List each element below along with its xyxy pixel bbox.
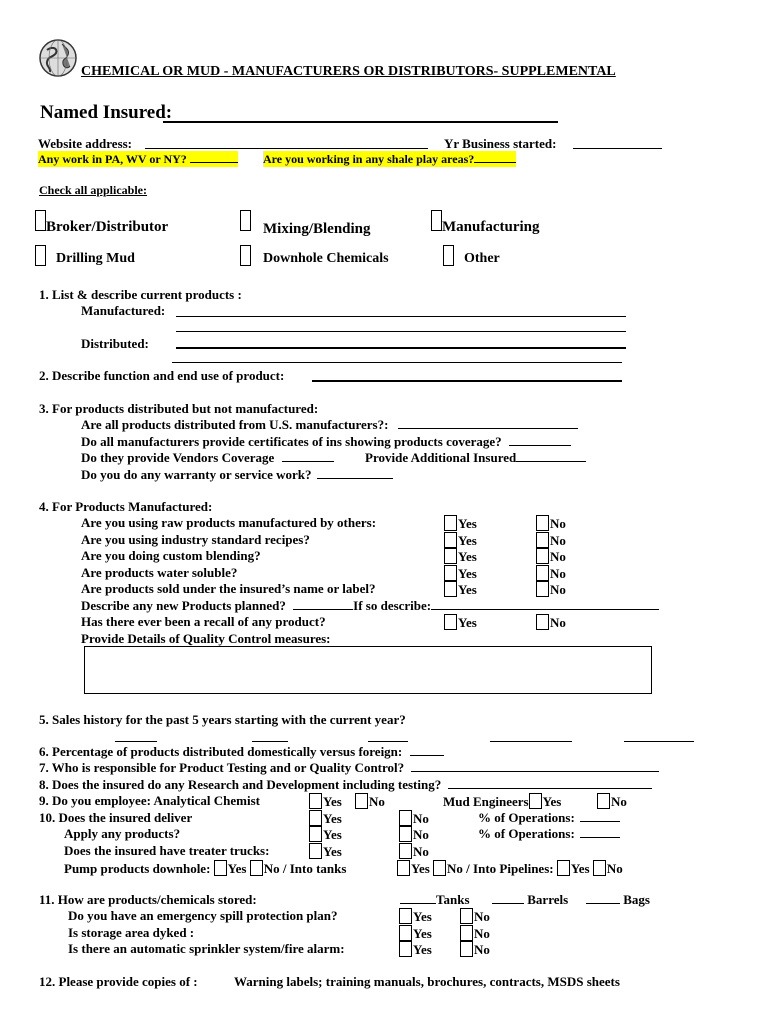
q3b: Do all manufacturers provide certificates of ins showing products coverage? [81,434,571,449]
q1-label: 1. List & describe current products : [39,287,242,302]
q4g-no-checkbox[interactable] [536,614,549,630]
apply-ops: % of Operations: [478,826,620,841]
storage-bags: Bags [586,892,650,907]
q4h: Provide Details of Quality Control measures: [81,631,331,646]
barrels-field[interactable] [492,892,524,904]
apply-ops-field[interactable] [580,826,620,838]
q7-field[interactable] [411,760,659,772]
other-checkbox[interactable] [443,245,454,266]
manufactured-field-2[interactable] [176,331,626,332]
sprinkler-yes-checkbox[interactable] [399,941,412,957]
q5-field-1[interactable] [115,741,157,742]
sprinkler-no[interactable]: No [460,941,490,957]
q11-label: 11. How are products/chemicals stored: [39,892,257,907]
q10-no[interactable]: No [399,810,429,826]
distributed-field-1[interactable] [176,347,626,349]
q5-label: 5. Sales history for the past 5 years starting with the current year? [39,712,406,727]
named-insured-label: Named Insured: [40,102,173,123]
q12-items: Warning labels; training manuals, brochures, contracts, MSDS sheets [234,974,620,989]
q5-field-4[interactable] [490,741,572,742]
treater-label: Does the insured have treater trucks: [64,843,270,858]
downhole-option[interactable]: Downhole Chemicals [240,245,389,270]
treater-yes-checkbox[interactable] [309,843,322,859]
globe-logo [38,38,78,78]
q4a-yes-checkbox[interactable] [444,515,457,531]
tanks-row: Yes No / Into Pipelines: Yes No [397,860,623,876]
downhole-checkbox[interactable] [240,245,251,266]
website-field[interactable] [145,148,428,149]
sprinkler-label: Is there an automatic sprinkler system/fire alarm: [68,941,345,956]
q4a-no[interactable]: No [536,515,566,531]
dyked-yes[interactable]: Yes [399,925,432,941]
other-option[interactable]: Other [443,245,500,270]
q4c-yes-checkbox[interactable] [444,548,457,564]
q6-field[interactable] [410,744,444,756]
q2-field[interactable] [312,380,622,382]
q4e-yes[interactable]: Yes [444,581,477,597]
q9-no-checkbox[interactable] [355,793,368,809]
spill-yes[interactable]: Yes [399,908,432,924]
q4f2-field[interactable] [431,598,659,610]
q4d: Are products water soluble? [81,565,238,580]
q4b-no[interactable]: No [536,532,566,548]
q9-yes[interactable]: Yes [309,793,342,809]
storage-tanks: Tanks [400,892,470,907]
q3c2-field[interactable] [516,450,586,462]
quality-control-box[interactable] [84,646,652,694]
q4e-yes-checkbox[interactable] [444,581,457,597]
sprinkler-no-checkbox[interactable] [460,941,473,957]
q5-field-3[interactable] [368,741,408,742]
mud-no[interactable]: No [597,793,627,809]
q3-label: 3. For products distributed but not manufactured: [39,401,319,416]
tanks-field[interactable] [400,892,436,904]
q3a-field[interactable] [398,417,578,429]
q4e: Are products sold under the insured’s name or label? [81,581,376,596]
apply-label: Apply any products? [64,826,181,841]
named-insured-field[interactable] [163,121,558,123]
treater-no[interactable]: No [399,843,429,859]
apply-yes-checkbox[interactable] [309,826,322,842]
q4d-no[interactable]: No [536,565,566,581]
pump-row: Pump products downhole: Yes No / Into tanks [64,861,347,876]
mud-yes-checkbox[interactable] [529,793,542,809]
broker-checkbox[interactable] [35,210,46,231]
pipelines-no-checkbox[interactable] [593,860,606,876]
q3b-field[interactable] [509,434,571,446]
pump-yes-checkbox[interactable] [214,860,227,876]
q3d: Do you do any warranty or service work? [81,467,393,482]
apply-yes[interactable]: Yes [309,826,342,842]
shale-question: Are you working in any shale play areas? [263,151,516,167]
q4c-yes[interactable]: Yes [444,548,477,564]
q8-field[interactable] [448,777,652,789]
dyked-no-checkbox[interactable] [460,925,473,941]
q4a-yes[interactable]: Yes [444,515,477,531]
q4c: Are you doing custom blending? [81,548,261,563]
pump-no-checkbox[interactable] [250,860,263,876]
q10-ops-field[interactable] [580,810,620,822]
storage-barrels: Barrels [492,892,568,907]
distributed-field-2[interactable] [172,362,622,363]
q4b-yes-checkbox[interactable] [444,532,457,548]
q4b-no-checkbox[interactable] [536,532,549,548]
drilling-checkbox[interactable] [35,245,46,266]
q4a: Are you using raw products manufactured by others: [81,515,377,530]
q3c: Do they provide Vendors Coverage [81,450,334,465]
q8-label: 8. Does the insured do any Research and Development including testing? [39,777,652,792]
dyked-label: Is storage area dyked : [68,925,195,940]
q3c2: Provide Additional Insured [365,450,586,465]
q10-yes[interactable]: Yes [309,810,342,826]
pa-question: Any work in PA, WV or NY? [38,151,238,167]
page-title: CHEMICAL OR MUD - MANUFACTURERS OR DISTRIBUTORS- SUPPLEMENTAL [81,64,616,79]
manufactured-field-1[interactable] [176,316,626,317]
spill-yes-checkbox[interactable] [399,908,412,924]
q4f: Describe any new Products planned? If so describe: [81,598,659,613]
yr-business-label: Yr Business started: [444,136,557,151]
q9-yes-checkbox[interactable] [309,793,322,809]
q4b-yes[interactable]: Yes [444,532,477,548]
yr-business-field[interactable] [573,148,662,149]
q4d-no-checkbox[interactable] [536,565,549,581]
q10-yes-checkbox[interactable] [309,810,322,826]
q4e-no[interactable]: No [536,581,566,597]
q9-no[interactable]: No [355,793,385,809]
dyked-yes-checkbox[interactable] [399,925,412,941]
manufacturing-option[interactable]: Manufacturing [431,210,540,238]
q4b: Are you using industry standard recipes? [81,532,310,547]
q4d-yes[interactable]: Yes [444,565,477,581]
q9-label: 9. Do you employee: Analytical Chemist [39,793,260,808]
manufactured-label: Manufactured: [81,303,166,318]
q4d-yes-checkbox[interactable] [444,565,457,581]
mixing-option[interactable]: Mixing/Blending [240,210,371,240]
tanks-yes-checkbox[interactable] [397,860,410,876]
q5-field-2[interactable] [252,741,288,742]
q4g-yes[interactable]: Yes [444,614,477,630]
website-label: Website address: [38,136,133,151]
manufacturing-checkbox[interactable] [431,210,442,231]
tanks-no-checkbox[interactable] [433,860,446,876]
pipelines-yes-checkbox[interactable] [557,860,570,876]
q4c-no[interactable]: No [536,548,566,564]
q7-label: 7. Who is responsible for Product Testing and or Quality Control? [39,760,659,775]
q4g: Has there ever been a recall of any product? [81,614,326,629]
dyked-no[interactable]: No [460,925,490,941]
spill-label: Do you have an emergency spill protection plan? [68,908,338,923]
q5-field-5[interactable] [624,741,694,742]
q4-label: 4. For Products Manufactured: [39,499,213,514]
q10-ops: % of Operations: [478,810,620,825]
q3d-field[interactable] [317,467,393,479]
mud-engineers: Mud Engineers Yes [443,794,562,809]
q4e-no-checkbox[interactable] [536,581,549,597]
q4c-no-checkbox[interactable] [536,548,549,564]
q4a-no-checkbox[interactable] [536,515,549,531]
sprinkler-yes[interactable]: Yes [399,941,432,957]
apply-no-checkbox[interactable] [399,826,412,842]
q4g-no[interactable]: No [536,614,566,630]
q10-label: 10. Does the insured deliver [39,810,193,825]
mixing-checkbox[interactable] [240,210,251,231]
mud-no-checkbox[interactable] [597,793,610,809]
q10-no-checkbox[interactable] [399,810,412,826]
treater-yes[interactable]: Yes [309,843,342,859]
drilling-option[interactable]: Drilling Mud [35,245,135,270]
bags-field[interactable] [586,892,620,904]
broker-option[interactable]: Broker/Distributor [35,210,168,238]
check-all-label: Check all applicable: [39,183,148,197]
spill-no[interactable]: No [460,908,490,924]
q12-label: 12. Please provide copies of : [39,974,198,989]
q3c-field[interactable] [282,450,334,462]
q6-label: 6. Percentage of products distributed domestically versus foreign: [39,744,444,759]
treater-no-checkbox[interactable] [399,843,412,859]
spill-no-checkbox[interactable] [460,908,473,924]
q2-label: 2. Describe function and end use of product: [39,368,285,383]
q4f-field[interactable] [293,598,353,610]
q3a: Are all products distributed from U.S. manufacturers?: [81,417,578,432]
apply-no[interactable]: No [399,826,429,842]
distributed-label: Distributed: [81,336,149,351]
q4g-yes-checkbox[interactable] [444,614,457,630]
